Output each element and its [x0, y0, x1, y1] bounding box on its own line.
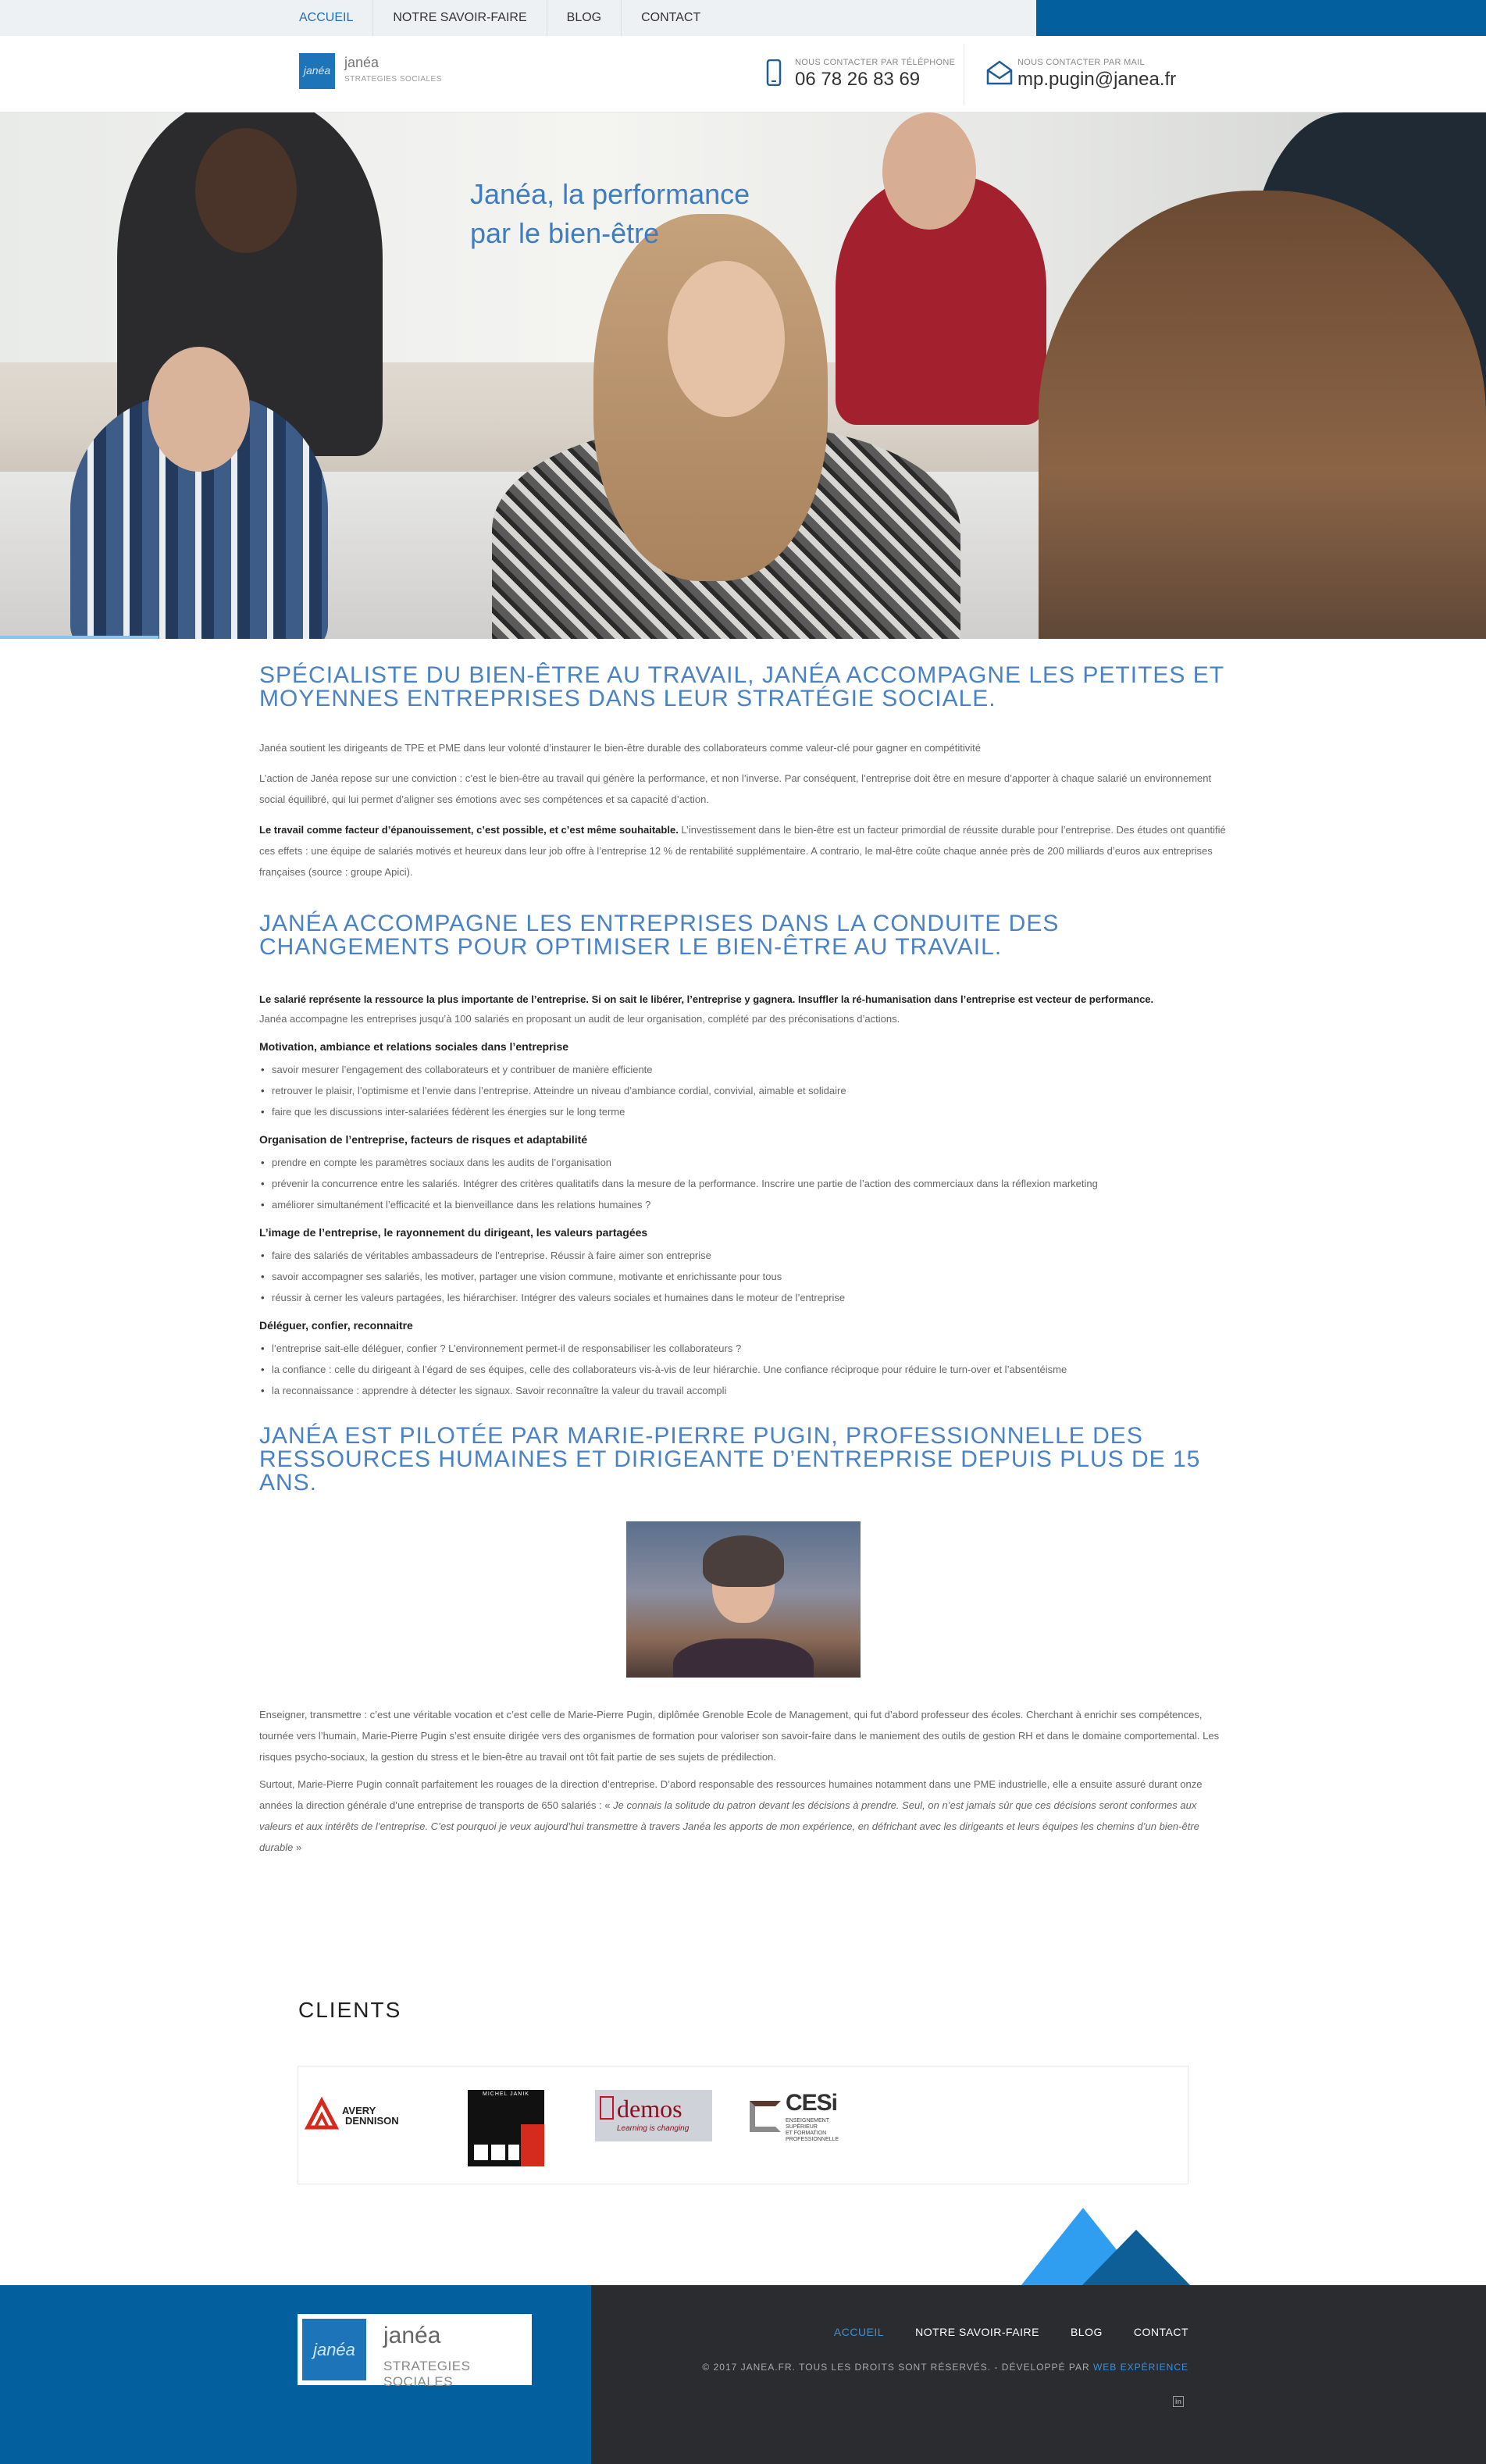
footer-nav-savoir-faire[interactable]: NOTRE SAVOIR-FAIRE	[915, 2326, 1039, 2338]
footer-mountain-dark	[1082, 2230, 1191, 2286]
intro-paragraph-1: Janéa soutient les dirigeants de TPE et PME dans leur volonté d’instaurer le bien-être durable des collaborateurs comme valeur-clé pour gagner en compétitivité	[259, 742, 981, 754]
mail-label: NOUS CONTACTER PAR MAIL	[1017, 58, 1145, 67]
list-item: • prendre en compte les paramètres sociaux dans les audits de l’organisation	[259, 1152, 1228, 1173]
group-title-image: L’image de l’entreprise, le rayonnement du dirigeant, les valeurs partagées	[259, 1226, 648, 1239]
section-heading-specialiste: SPÉCIALISTE DU BIEN-ÊTRE AU TRAVAIL, JANÉA ACCOMPAGNE LES PETITES ET MOYENNES ENTREPRISES DANS LEUR STRATÉGIE SOCIALE.	[259, 662, 1224, 711]
top-bar	[0, 0, 1486, 36]
demos-tagline: Learning is changing	[617, 2124, 690, 2133]
phone-icon	[764, 59, 784, 86]
nav-contact[interactable]: CONTACT	[641, 11, 701, 24]
footer-logo-tagline: STRATEGIES SOCIALES	[383, 2359, 471, 2389]
hero-title	[470, 175, 750, 253]
slider-progress-bar	[0, 636, 159, 639]
group-list-motivation	[259, 1059, 1228, 1122]
michel-janik-white-block-2	[491, 2145, 505, 2160]
intro-paragraph-3	[259, 819, 1228, 883]
list-item: • faire des salariés de véritables ambassadeurs de l’entreprise. Réussir à faire aimer son entreprise	[259, 1245, 1228, 1266]
intro-paragraph-3-rest: L’investissement dans le bien-être est un facteur primordial de réussite durable pour l’entreprise. Des études ont quantifié ces effets : une équipe de salariés motivés et heureux dans leur job offre à l’entreprise 12 % de rentabilité supplémentaire. A contrario, le mal-être coûte chaque année près de 200 milliards d’euros aux entreprises françaises (source : groupe Apici).	[259, 824, 1226, 878]
list-item: • retrouver le plaisir, l’optimisme et l’envie dans l’entreprise. Atteindre un niveau d’ambiance cordial, convivial, aimable et solidaire	[259, 1080, 1228, 1101]
section2-intro-strong	[259, 990, 1228, 1009]
footer-logo-mark: janéa	[302, 2319, 366, 2380]
client-logo-demos[interactable]	[595, 2090, 712, 2141]
cesi-tagline-1: ENSEIGNEMENT	[786, 2118, 830, 2123]
footer-nav	[834, 2326, 1188, 2338]
logo-name[interactable]: janéa	[344, 55, 380, 70]
demos-text: demos	[617, 2095, 682, 2123]
footer-logo-name: janéa	[383, 2323, 441, 2348]
list-item: • réussir à cerner les valeurs partagées, les hiérarchiser. Intégrer des valeurs sociales et humaines dans le moteur de l’entreprise	[259, 1287, 1228, 1308]
list-item: • prévenir la concurrence entre les salariés. Intégrer des critères qualitatifs dans la mesure de la performance. Inscrire une partie de l’action des commerciaux dans la réflexion marketing	[259, 1173, 1228, 1194]
section2-intro-strong-text: Le salarié représente la ressource la plus importante de l’entreprise. Si on sait le libérer, l’entreprise y gagnera. Insuffler la ré-humanisation dans l’entreprise est vecteur de performance.	[259, 993, 1154, 1005]
group-list-organisation	[259, 1152, 1228, 1215]
logo-tagline: STRATEGIES SOCIALES	[344, 75, 442, 84]
group-list-deleguer	[259, 1338, 1228, 1401]
phone-label: NOUS CONTACTER PAR TÉLÉPHONE	[795, 58, 956, 67]
cesi-tagline-3: ET FORMATION	[786, 2131, 827, 2136]
client-logo-cesi[interactable]	[750, 2090, 867, 2145]
list-item: • améliorer simultanément l’efficacité et la bienveillance dans les relations humaines ?	[259, 1194, 1228, 1215]
section-heading-pilotee: JANÉA EST PILOTÉE PAR MARIE-PIERRE PUGIN, PROFESSIONNELLE DES RESSOURCES HUMAINES ET DIRIGEANTE D’ENTREPRISE DEPUIS PLUS DE 15 ANS.	[259, 1423, 1201, 1496]
michel-janik-red-block	[521, 2124, 544, 2166]
cesi-tagline	[786, 2118, 839, 2143]
cesi-tagline-4: PROFESSIONNELLE	[786, 2137, 839, 2142]
hero-person-plaid-head	[148, 347, 250, 472]
avery-line2: DENNISON	[345, 2115, 399, 2127]
avery-line1: AVERY	[342, 2105, 376, 2116]
section-heading-accompagne: JANÉA ACCOMPAGNE LES ENTREPRISES DANS LA CONDUITE DES CHANGEMENTS POUR OPTIMISER LE BIEN-ÊTRE AU TRAVAIL.	[259, 911, 1060, 960]
list-item: • faire que les discussions inter-salariées fédèrent les énergies sur le long terme	[259, 1101, 1228, 1122]
list-item: • savoir accompagner ses salariés, les motiver, partager une vision commune, motivante et enrichissante pour tous	[259, 1266, 1228, 1287]
footer-nav-contact[interactable]: CONTACT	[1133, 2326, 1188, 2338]
bio-paragraph-1: Enseigner, transmettre : c’est une véritable vocation et c’est celle de Marie-Pierre Pugin, diplômée Grenoble Ecole de Management, qui fut d’abord professeur des écoles. Cherchant à enrichir ses compétences, tournée vers l’humain, Marie-Pierre Pugin s’est ensuite dirigée vers des organismes de formation pour valoriser son savoir-faire dans le maniement des outils de gestion RH et dans le domaine comportemental. Les risques psycho-sociaux, la gestion du stress et le bien-être au travail ont tôt fait partie de ses sujets de prédilection.	[259, 1709, 1220, 1763]
list-item: • la reconnaissance : apprendre à détecter les signaux. Savoir reconnaître la valeur du travail accompli	[259, 1380, 1228, 1401]
main-content	[259, 664, 1228, 1858]
section2-intro: Janéa accompagne les entreprises jusqu’à 100 salariés en proposant un audit de leur organisation, complété par des préconisations d’actions.	[259, 1013, 900, 1025]
linkedin-icon[interactable]: in	[1173, 2396, 1184, 2407]
mail-address[interactable]: mp.pugin@janea.fr	[1017, 69, 1177, 90]
footer-right-panel	[591, 2285, 1486, 2464]
main-nav	[280, 0, 720, 36]
hero-title-line1: Janéa, la performance	[470, 178, 750, 210]
cesi-tagline-2: SUPÉRIEUR	[786, 2124, 818, 2130]
bio-paragraph-2	[259, 1774, 1228, 1858]
intro-paragraph-2: L’action de Janéa repose sur une conviction : c’est le bien-être au travail qui génère la performance, et non l’inverse. Par conséquent, l’entreprise doit être en mesure d’apporter à chaque salarié un environnement social équilibré, qui lui permet d’aligner ses émotions avec ses compétences et sa capacité d’action.	[259, 772, 1212, 805]
portrait-shoulders	[673, 1639, 814, 1678]
bio-quote: Je connais la solitude du patron devant les décisions à prendre. Seul, on n’est jamais sûr que ces décisions seront conformes aux valeurs et aux intérêts de l’entreprise. C’est pourquoi je veux aujourd’hui transmettre à travers Janéa les apports de mon expérience, en défrichant avec les dirigeants et leurs équipes les chemins d’un bien-être durable	[259, 1799, 1199, 1853]
client-logo-avery-dennison[interactable]	[305, 2096, 414, 2135]
nav-blog[interactable]: BLOG	[547, 0, 622, 36]
group-title-motivation: Motivation, ambiance et relations sociales dans l’entreprise	[259, 1040, 569, 1053]
michel-janik-white-block-1	[474, 2145, 488, 2160]
bio-quote-end: »	[293, 1842, 302, 1853]
clients-carousel	[298, 2066, 1188, 2184]
group-title-organisation: Organisation de l’entreprise, facteurs de risques et adaptabilité	[259, 1133, 588, 1146]
clients-title: CLIENTS	[298, 1998, 402, 2022]
top-bar-accent	[1036, 0, 1486, 36]
michel-janik-text: MICHEL JANIK	[483, 2091, 529, 2097]
hero-person-standing-head	[195, 128, 297, 253]
footer-logo[interactable]	[298, 2314, 532, 2389]
demos-mark	[600, 2096, 614, 2120]
avery-dennison-mark	[305, 2096, 339, 2131]
footer-nav-accueil[interactable]: ACCUEIL	[833, 2326, 885, 2338]
footer-developer-link[interactable]: WEB EXPÉRIENCE	[1092, 2362, 1188, 2373]
intro-paragraph-3-strong: Le travail comme facteur d’épanouissement, c’est possible, et c’est même souhaitable.	[259, 824, 679, 836]
nav-savoir-faire[interactable]: NOTRE SAVOIR-FAIRE	[373, 0, 547, 36]
bio-paragraph-2-text: Surtout, Marie-Pierre Pugin connaît parfaitement les rouages de la direction d’entreprise. D’abord responsable des ressources humaines notamment dans une PME industrielle, elle a ensuite assuré durant onze années la direction générale d’une entreprise de transports de 650 salariés : «	[259, 1778, 1203, 1811]
hero-person-red-sweater-head	[882, 112, 976, 230]
group-title-deleguer: Déléguer, confier, reconnaitre	[259, 1319, 413, 1332]
phone-number[interactable]: 06 78 26 83 69	[795, 69, 921, 90]
footer-nav-blog[interactable]: BLOG	[1070, 2326, 1103, 2338]
list-item: • la confiance : celle du dirigeant à l’égard de ses équipes, celle des collaborateurs vis-à-vis de leur hiérarchie. Une confiance réciproque pour réduire le turn-over et l’absentéisme	[259, 1359, 1228, 1380]
michel-janik-white-block-3	[508, 2145, 519, 2160]
group-list-image	[259, 1245, 1228, 1308]
hero-person-center-face	[668, 261, 785, 417]
portrait-hair	[703, 1535, 784, 1587]
nav-accueil[interactable]: ACCUEIL	[280, 0, 373, 36]
list-item: • savoir mesurer l’engagement des collaborateurs et y contribuer de manière efficiente	[259, 1059, 1228, 1080]
hero-title-line2: par le bien-être	[470, 217, 660, 249]
site-header	[0, 36, 1486, 112]
cesi-text: CESi	[786, 2090, 838, 2116]
logo-mark[interactable]: janéa	[299, 53, 335, 89]
client-logo-michel-janik[interactable]	[468, 2090, 544, 2166]
list-item: • l’entreprise sait-elle déléguer, confier ? L’environnement permet-il de responsabiliser les collaborateurs ?	[259, 1338, 1228, 1359]
footer-copyright	[702, 2362, 1188, 2373]
footer-copyright-text: © 2017 JANEA.FR. TOUS LES DROITS SONT RÉSERVÉS. - DÉVELOPPÉ PAR	[702, 2362, 1093, 2373]
cesi-mark	[750, 2101, 781, 2132]
mail-icon	[986, 59, 1013, 86]
portrait-marie-pierre-pugin	[626, 1521, 861, 1678]
hero-person-foreground-hair	[1039, 191, 1486, 639]
